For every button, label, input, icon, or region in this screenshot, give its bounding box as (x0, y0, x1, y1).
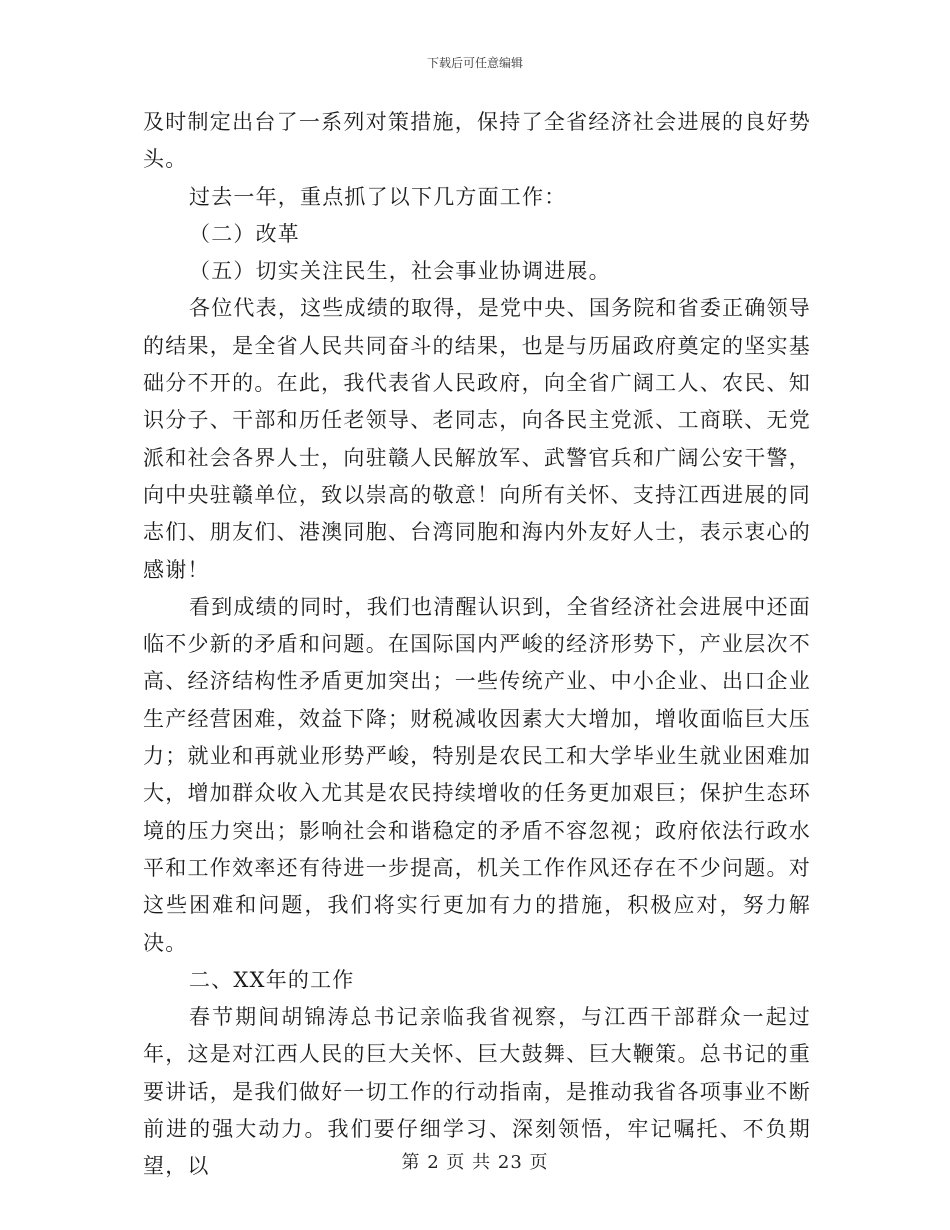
page-word: 页 (446, 1152, 466, 1173)
current-page-number: 2 (427, 1152, 440, 1173)
paragraph: 过去一年，重点抓了以下几方面工作： (189, 184, 567, 209)
section-heading: （五）切实关注民生，社会事业协调进展。 (189, 259, 611, 284)
paragraph: 春节期间胡锦涛总书记亲临我省视察，与江西干部群众一起过年，这是对江西人民的巨大关怀、巨大鼓舞、巨大鞭策。总书记的重要讲话，是我们做好一切工作的行动指南，是推动我省各项事业不断前进的强大动力。我们要仔细学习、深刻领悟，牢记嘱托、不负期望，以 (143, 1005, 811, 1179)
page-header-note: 下载后可任意编辑 (426, 56, 523, 70)
total-suffix: 页 (529, 1152, 549, 1173)
document-body (143, 104, 811, 1186)
paragraph: 各位代表，这些成绩的取得，是党中央、国务院和省委正确领导的结果，是全省人民共同奋斗的结果，也是与历届政府奠定的坚实基础分不开的。在此，我代表省人民政府，向全省广阔工人、农民、知识分子、干部和历任老领导、老同志，向各民主党派、工商联、无党派和社会各界人士，向驻赣人民解放军、武警官兵和广阔公安干警，向中央驻赣单位，致以崇高的敬意！向所有关怀、支持江西进展的同志们、朋友们、港澳同胞、台湾同胞和海内外友好人士，表示衷心的感谢！ (143, 296, 811, 582)
page-footer (0, 1148, 950, 1174)
total-page-count: 23 (497, 1152, 523, 1173)
page-prefix: 第 (401, 1152, 421, 1173)
paragraph: 及时制定出台了一系列对策措施，保持了全省经济社会进展的良好势头。 (143, 110, 811, 172)
section-heading: （二）改革 (189, 221, 300, 246)
section-heading: 二、XX年的工作 (189, 967, 355, 992)
paragraph: 看到成绩的同时，我们也清醒认识到，全省经济社会进展中还面临不少新的矛盾和问题。在国际国内严峻的经济形势下，产业层次不高、经济结构性矛盾更加突出；一些传统产业、中小企业、出口企业生产经营困难，效益下降；财税减收因素大大增加，增收面临巨大压力；就业和再就业形势严峻，特别是农民工和大学毕业生就业困难加大，增加群众收入尤其是农民持续增收的任务更加艰巨；保护生态环境的压力突出；影响社会和谐稳定的矛盾不容忽视；政府依法行政水平和工作效率还有待进一步提高，机关工作作风还存在不少问题。对这些困难和问题，我们将实行更加有力的措施，积极应对，努力解决。 (143, 594, 811, 955)
total-prefix: 共 (472, 1152, 492, 1173)
